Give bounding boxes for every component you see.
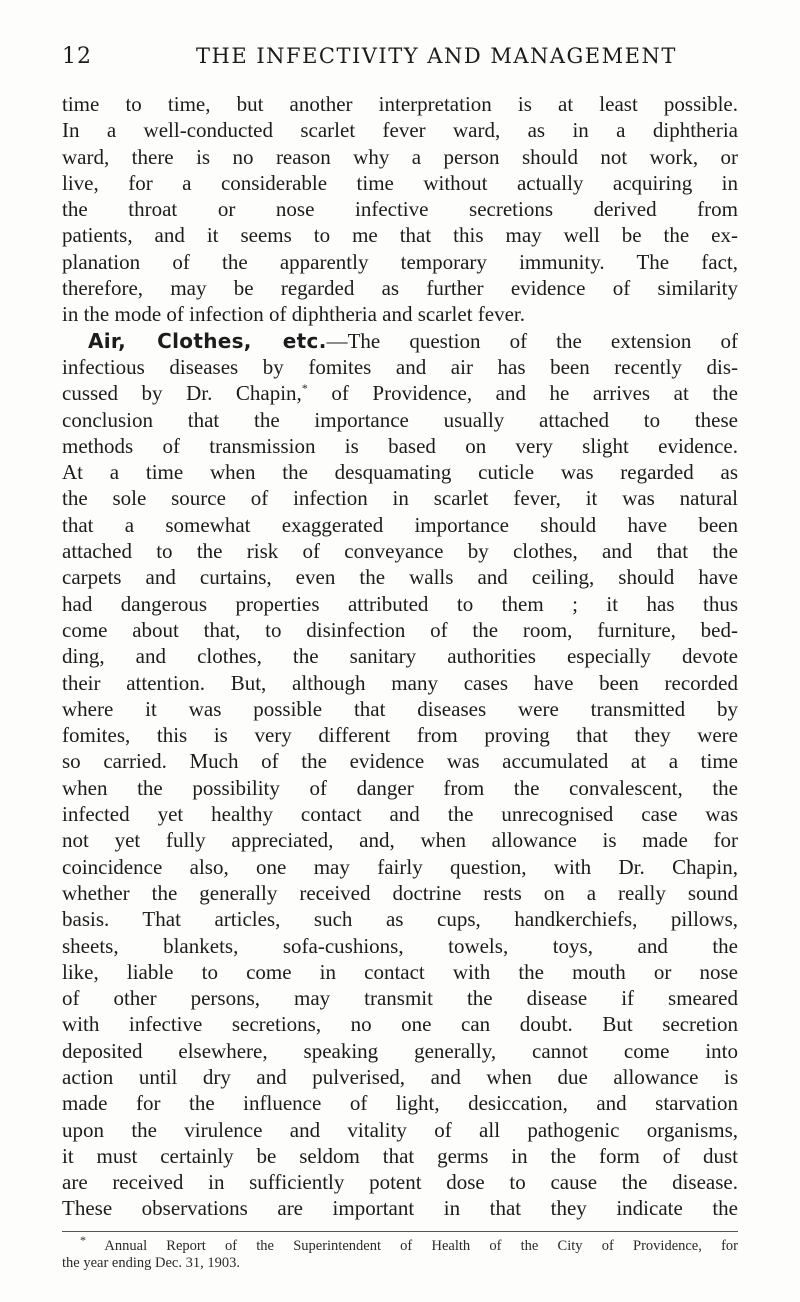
paragraph-1 — [62, 91, 738, 328]
book-page — [62, 40, 738, 1272]
text-line: so carried. Much of the evidence was accumulated at a time — [62, 749, 738, 774]
text-line: had dangerous properties attributed to them ; it has thus — [62, 591, 738, 616]
section-first-line — [62, 328, 738, 354]
text-line: whether the generally received doctrine rests on a really sound — [62, 880, 738, 905]
text-line: not yet fully appreciated, and, when allowance is made for — [62, 828, 738, 853]
text-line: when the possibility of danger from the convalescent, the — [62, 775, 738, 800]
running-head: THE INFECTIVITY AND MANAGEMENT — [196, 44, 677, 68]
text-line: planation of the apparently temporary immunity. The fact, — [62, 249, 738, 274]
footnote-text: Annual Report of the Superintendent of Health of the City of Providence, for — [86, 1237, 738, 1254]
text-line: deposited elsewhere, speaking generally, cannot come into — [62, 1038, 738, 1063]
page-header — [62, 40, 738, 74]
text-line: are received in sufficiently potent dose to cause the disease. — [62, 1170, 738, 1195]
text-line: conclusion that the importance usually attached to these — [62, 407, 738, 432]
text-line: the throat or nose infective secretions derived from — [62, 197, 738, 222]
section-heading: Air, Clothes, etc. — [88, 328, 327, 353]
text-line: In a well-conducted scarlet fever ward, as in a diphtheria — [62, 118, 738, 143]
text-fragment: cussed by Dr. Chapin, — [62, 381, 302, 406]
footnote-divider — [62, 1231, 738, 1232]
text-line-with-footnote — [62, 380, 738, 406]
text-line: like, liable to come in contact with the mouth or nose — [62, 959, 738, 984]
text-line: methods of transmission is based on very slight evidence. — [62, 433, 738, 458]
footnote-line: the year ending Dec. 31, 1903. — [62, 1254, 240, 1271]
text-line: where it was possible that diseases were transmitted by — [62, 696, 738, 721]
text-line: infectious diseases by fomites and air has been recently dis- — [62, 354, 738, 379]
text-line: made for the influence of light, desiccation, and starvation — [62, 1091, 738, 1116]
paragraph-2 — [62, 328, 738, 1222]
body-text — [62, 91, 738, 1222]
text-line: upon the virulence and vitality of all pathogenic organisms, — [62, 1117, 738, 1142]
text-line: carpets and curtains, even the walls and ceiling, should have — [62, 565, 738, 590]
footnote-marker: * — [301, 381, 308, 396]
text-line: coincidence also, one may fairly question, with Dr. Chapin, — [62, 854, 738, 879]
text-line: therefore, may be regarded as further evidence of similarity — [62, 276, 738, 301]
text-line: the sole source of infection in scarlet fever, it was natural — [62, 486, 738, 511]
text-fragment: of Providence, and he arrives at the — [307, 381, 738, 406]
text-line: These observations are important in that they indicate the — [62, 1196, 738, 1221]
text-line: in the mode of infection of diphtheria and scarlet fever. — [62, 302, 525, 327]
footnote-mark: * — [80, 1232, 86, 1247]
text-fragment: —The question of the extension of — [326, 328, 738, 353]
text-line: ding, and clothes, the sanitary authorities especially devote — [62, 644, 738, 669]
text-line: that a somewhat exaggerated importance should have been — [62, 512, 738, 537]
text-line: sheets, blankets, sofa-cushions, towels, toys, and the — [62, 933, 738, 958]
text-line: fomites, this is very different from proving that they were — [62, 723, 738, 748]
text-line: it must certainly be seldom that germs in the form of dust — [62, 1143, 738, 1168]
text-line: At a time when the desquamating cuticle was regarded as — [62, 460, 738, 485]
page-number: 12 — [62, 44, 92, 69]
text-line: time to time, but another interpretation is at least possible. — [62, 92, 738, 116]
text-line: basis. That articles, such as cups, handkerchiefs, pillows, — [62, 907, 738, 932]
text-line: attached to the risk of conveyance by clothes, and that the — [62, 539, 738, 564]
text-line: ward, there is no reason why a person should not work, or — [62, 144, 738, 169]
text-line: with infective secretions, no one can doubt. But secretion — [62, 1012, 738, 1037]
text-line: patients, and it seems to me that this may well be the ex- — [62, 223, 738, 248]
text-line: of other persons, may transmit the disease if smeared — [62, 986, 738, 1011]
text-line: come about that, to disinfection of the room, furniture, bed- — [62, 617, 738, 642]
text-line: infected yet healthy contact and the unrecognised case was — [62, 802, 738, 827]
text-line: their attention. But, although many cases have been recorded — [62, 670, 738, 695]
footnote-line — [62, 1232, 738, 1255]
text-line: live, for a considerable time without actually acquiring in — [62, 170, 738, 195]
footnote — [62, 1232, 738, 1272]
text-line: action until dry and pulverised, and when due allowance is — [62, 1064, 738, 1089]
